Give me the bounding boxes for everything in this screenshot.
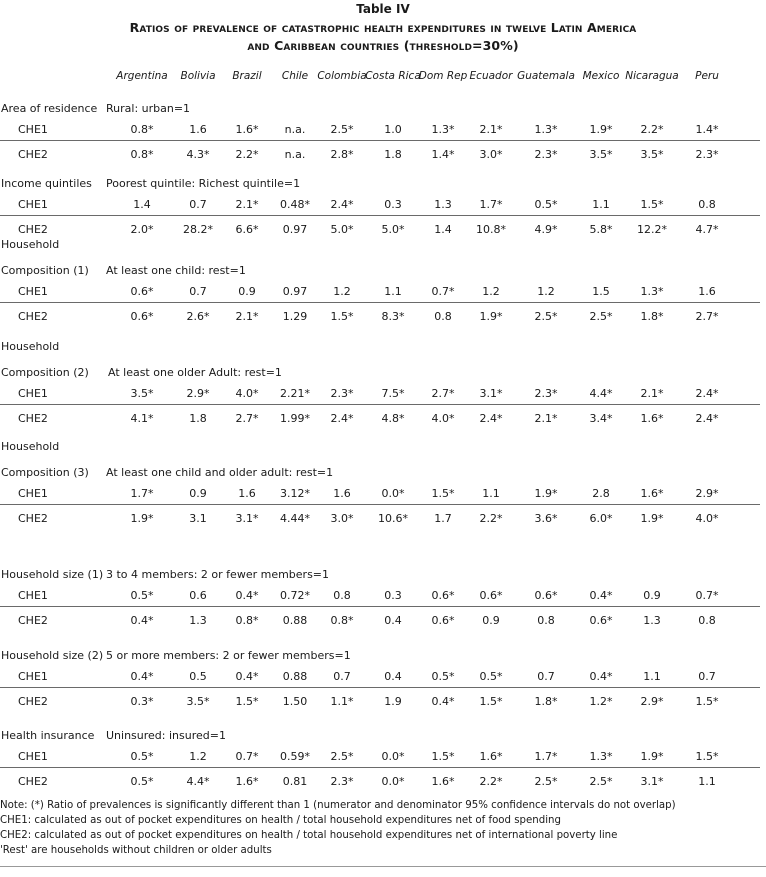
table-cell: 2.0* xyxy=(130,223,154,236)
table-cell: 4.7* xyxy=(695,223,719,236)
row-label: CHE2 xyxy=(18,512,48,525)
table-cell: 0.97 xyxy=(282,223,308,236)
country-header: Brazil xyxy=(232,70,262,82)
table-cell: 1.3* xyxy=(534,123,558,136)
table-cell: 1.7* xyxy=(534,750,558,763)
table-cell: 1.8* xyxy=(534,695,558,708)
country-header: Guatemala xyxy=(517,70,575,82)
table-cell: 1.6* xyxy=(235,775,259,788)
table-cell: 2.1* xyxy=(235,198,259,211)
table-cell: 0.3 xyxy=(384,589,402,602)
table-cell: 2.8* xyxy=(330,148,354,161)
table-cell: 2.3* xyxy=(534,148,558,161)
table-cell: 1.1 xyxy=(482,487,500,500)
table-cell: 1.8 xyxy=(384,148,402,161)
table-cell: 0.9 xyxy=(238,285,256,298)
group-ratio-label: At least one child and older adult: rest=1 xyxy=(106,466,334,479)
table-cell: 1.3* xyxy=(431,123,455,136)
table-cell: 0.4* xyxy=(235,670,259,683)
table-cell: 0.0* xyxy=(381,487,405,500)
table-cell: 1.4 xyxy=(133,198,151,211)
table-cell: 1.7* xyxy=(479,198,503,211)
table-cell: 3.4* xyxy=(589,412,613,425)
country-header: Costa Rica xyxy=(365,70,421,82)
table-cell: 0.88 xyxy=(282,614,308,627)
row-label: CHE2 xyxy=(18,614,48,627)
table-cell: 0.4* xyxy=(589,589,613,602)
table-cell: 0.7 xyxy=(189,198,207,211)
group-label: Composition (1) xyxy=(1,264,89,277)
table-cell: 1.1* xyxy=(330,695,354,708)
table-cell: 0.7 xyxy=(698,670,716,683)
table-cell: 0.8 xyxy=(698,198,716,211)
table-cell: 0.3* xyxy=(130,695,154,708)
table-cell: 0.6* xyxy=(431,589,455,602)
table-cell: 0.5* xyxy=(130,589,154,602)
group-ratio-label: 3 to 4 members: 2 or fewer members=1 xyxy=(106,568,330,581)
table-cell: 4.0* xyxy=(695,512,719,525)
country-header: Mexico xyxy=(582,70,620,82)
table-cell: 0.8* xyxy=(130,148,154,161)
country-header: Chile xyxy=(281,70,309,82)
row-divider xyxy=(0,215,760,216)
table-cell: 2.7* xyxy=(235,412,259,425)
group-label: Household size (2) xyxy=(1,649,104,662)
table-cell: 1.1 xyxy=(592,198,610,211)
row-divider xyxy=(0,504,760,505)
table-cell: 4.3* xyxy=(186,148,210,161)
table-cell: 28.2* xyxy=(183,223,213,236)
table-cell: 1.8* xyxy=(640,310,664,323)
table-cell: 0.7* xyxy=(235,750,259,763)
row-label: CHE2 xyxy=(18,695,48,708)
table-cell: 0.8 xyxy=(333,589,351,602)
table-cell: 0.6* xyxy=(130,285,154,298)
group-ratio-label: At least one child: rest=1 xyxy=(106,264,246,277)
group-label: Household size (1) xyxy=(1,568,104,581)
note-significance: Note: (*) Ratio of prevalences is significantly different than 1 (numerator and denominator 95% confidence intervals do not overlap) xyxy=(0,800,676,811)
table-cell: 3.0* xyxy=(479,148,503,161)
table-cell: 0.48* xyxy=(280,198,310,211)
table-cell: 4.8* xyxy=(381,412,405,425)
table-cell: 0.5* xyxy=(534,198,558,211)
row-label: CHE1 xyxy=(18,198,48,211)
table-cell: 3.12* xyxy=(280,487,310,500)
row-divider xyxy=(0,606,760,607)
table-cell: 3.5* xyxy=(186,695,210,708)
table-cell: 0.3 xyxy=(384,198,402,211)
group-ratio-label: At least one older Adult: rest=1 xyxy=(108,366,282,379)
table-cell: 1.9* xyxy=(589,123,613,136)
table-cell: 1.7* xyxy=(130,487,154,500)
row-label: CHE2 xyxy=(18,412,48,425)
page-bottom-rule xyxy=(0,866,766,867)
table-cell: 0.88 xyxy=(282,670,308,683)
group-label: Composition (2) xyxy=(1,366,89,379)
table-cell: 3.1* xyxy=(640,775,664,788)
table-cell: 0.4* xyxy=(235,589,259,602)
group-ratio-label: 5 or more members: 2 or fewer members=1 xyxy=(106,649,351,662)
table-cell: 2.6* xyxy=(186,310,210,323)
table-cell: 1.5* xyxy=(431,487,455,500)
table-cell: 0.7 xyxy=(333,670,351,683)
country-header: Ecuador xyxy=(469,70,513,82)
table-cell: 2.5* xyxy=(589,310,613,323)
table-cell: 1.5* xyxy=(431,750,455,763)
note-che1: CHE1: calculated as out of pocket expenditures on health / total household expenditures net of food spending xyxy=(0,815,561,826)
country-header: Argentina xyxy=(116,70,168,82)
table-cell: 1.6* xyxy=(640,412,664,425)
table-cell: 10.8* xyxy=(476,223,506,236)
group-ratio-label: Uninsured: insured=1 xyxy=(106,729,226,742)
table-title-line-1: Ratios of prevalence of catastrophic health expenditures in twelve Latin America xyxy=(129,20,637,35)
table-cell: 2.8 xyxy=(592,487,610,500)
table-cell: 1.9 xyxy=(384,695,402,708)
row-divider xyxy=(0,302,760,303)
table-cell: 1.5* xyxy=(235,695,259,708)
table-cell: 1.2 xyxy=(333,285,351,298)
table-cell: 3.6* xyxy=(534,512,558,525)
table-cell: 0.5* xyxy=(130,750,154,763)
country-header: Dom Rep xyxy=(418,70,468,82)
table-cell: 1.2 xyxy=(189,750,207,763)
table-cell: 0.8 xyxy=(434,310,452,323)
table-cell: 2.5* xyxy=(589,775,613,788)
table-cell: 0.5 xyxy=(189,670,207,683)
table-cell: 0.6* xyxy=(130,310,154,323)
table-cell: 2.7* xyxy=(695,310,719,323)
table-cell: 0.81 xyxy=(282,775,308,788)
group-label: Health insurance xyxy=(1,729,95,742)
table-cell: 5.8* xyxy=(589,223,613,236)
table-cell: 0.4 xyxy=(384,670,402,683)
table-cell: 1.6* xyxy=(640,487,664,500)
table-cell: 0.4* xyxy=(589,670,613,683)
table-cell: 1.5* xyxy=(640,198,664,211)
table-cell: 2.21* xyxy=(280,387,310,400)
row-label: CHE1 xyxy=(18,670,48,683)
table-cell: 5.0* xyxy=(330,223,354,236)
table-cell: 2.2* xyxy=(640,123,664,136)
row-label: CHE2 xyxy=(18,775,48,788)
row-label: CHE1 xyxy=(18,589,48,602)
row-label: CHE2 xyxy=(18,148,48,161)
row-label: CHE1 xyxy=(18,387,48,400)
table-cell: 1.2 xyxy=(537,285,555,298)
table-cell: 0.6* xyxy=(431,614,455,627)
table-cell: 1.3 xyxy=(189,614,207,627)
table-cell: 1.4* xyxy=(431,148,455,161)
table-cell: 2.9* xyxy=(186,387,210,400)
table-cell: 0.9 xyxy=(482,614,500,627)
table-cell: 1.7 xyxy=(434,512,452,525)
row-label: CHE2 xyxy=(18,310,48,323)
table-cell: 0.8 xyxy=(698,614,716,627)
group-ratio-label: Rural: urban=1 xyxy=(106,102,191,115)
row-label: CHE1 xyxy=(18,285,48,298)
table-cell: 6.6* xyxy=(235,223,259,236)
country-header-row xyxy=(0,70,766,84)
table-cell: 2.3* xyxy=(330,387,354,400)
table-cell: 1.9* xyxy=(640,750,664,763)
country-header: Colombia xyxy=(317,70,367,82)
table-cell: 2.1* xyxy=(235,310,259,323)
table-cell: 1.3* xyxy=(589,750,613,763)
table-cell: 0.8* xyxy=(330,614,354,627)
table-cell: 2.4* xyxy=(330,412,354,425)
table-cell: 1.1 xyxy=(698,775,716,788)
table-title xyxy=(40,19,726,55)
group-label-top: Household xyxy=(1,238,60,251)
row-label: CHE2 xyxy=(18,223,48,236)
table-cell: 1.6 xyxy=(333,487,351,500)
group-label-top: Household xyxy=(1,340,60,353)
table-cell: 2.4* xyxy=(695,412,719,425)
table-cell: 0.6* xyxy=(589,614,613,627)
group-ratio-label: Poorest quintile: Richest quintile=1 xyxy=(106,177,301,190)
table-cell: 10.6* xyxy=(378,512,408,525)
table-cell: 1.5* xyxy=(479,695,503,708)
country-header: Bolivia xyxy=(180,70,216,82)
table-cell: 4.4* xyxy=(589,387,613,400)
table-cell: 5.0* xyxy=(381,223,405,236)
table-cell: n.a. xyxy=(284,148,306,161)
row-label: CHE1 xyxy=(18,487,48,500)
table-cell: 0.9 xyxy=(189,487,207,500)
table-cell: 0.7 xyxy=(537,670,555,683)
table-cell: 4.1* xyxy=(130,412,154,425)
table-cell: 2.7* xyxy=(431,387,455,400)
table-cell: 1.50 xyxy=(282,695,308,708)
country-header: Nicaragua xyxy=(625,70,679,82)
table-cell: 2.5* xyxy=(534,775,558,788)
group-label: Income quintiles xyxy=(1,177,92,190)
row-divider xyxy=(0,687,760,688)
table-cell: 0.5* xyxy=(130,775,154,788)
table-cell: 0.4* xyxy=(431,695,455,708)
table-cell: 1.1 xyxy=(384,285,402,298)
table-title-line-2: and Caribbean countries (threshold=30%) xyxy=(247,38,519,53)
table-cell: 2.9* xyxy=(695,487,719,500)
table-cell: 2.1* xyxy=(479,123,503,136)
table-cell: 3.1 xyxy=(189,512,207,525)
note-rest: 'Rest' are households without children or older adults xyxy=(0,845,272,856)
table-cell: 3.5* xyxy=(589,148,613,161)
table-cell: 1.6* xyxy=(431,775,455,788)
table-cell: 1.6* xyxy=(235,123,259,136)
table-cell: 2.1* xyxy=(640,387,664,400)
table-cell: 1.99* xyxy=(280,412,310,425)
table-label: Table IV xyxy=(356,2,410,16)
country-header: Peru xyxy=(695,70,719,82)
table-cell: 0.4* xyxy=(130,670,154,683)
table-cell: 1.4* xyxy=(695,123,719,136)
row-divider xyxy=(0,404,760,405)
table-cell: 0.6 xyxy=(189,589,207,602)
table-cell: 2.5* xyxy=(330,123,354,136)
table-cell: 2.5* xyxy=(330,750,354,763)
table-cell: 3.1* xyxy=(235,512,259,525)
table-cell: 1.6 xyxy=(698,285,716,298)
table-cell: 1.9* xyxy=(479,310,503,323)
table-cell: 1.9* xyxy=(534,487,558,500)
table-cell: 1.9* xyxy=(130,512,154,525)
group-label: Composition (3) xyxy=(1,466,89,479)
table-cell: 0.9 xyxy=(643,589,661,602)
table-cell: n.a. xyxy=(284,123,306,136)
table-cell: 0.7* xyxy=(695,589,719,602)
table-cell: 3.5* xyxy=(130,387,154,400)
table-cell: 0.8 xyxy=(537,614,555,627)
table-cell: 1.8 xyxy=(189,412,207,425)
table-cell: 1.5* xyxy=(330,310,354,323)
table-cell: 7.5* xyxy=(381,387,405,400)
table-cell: 1.29 xyxy=(282,310,308,323)
table-cell: 3.5* xyxy=(640,148,664,161)
table-cell: 0.4* xyxy=(130,614,154,627)
table-cell: 4.0* xyxy=(235,387,259,400)
table-cell: 4.44* xyxy=(280,512,310,525)
table-cell: 1.3* xyxy=(640,285,664,298)
table-cell: 4.9* xyxy=(534,223,558,236)
table-notes xyxy=(0,798,676,858)
row-divider xyxy=(0,767,760,768)
table-cell: 0.7* xyxy=(431,285,455,298)
table-cell: 2.3* xyxy=(534,387,558,400)
row-label: CHE1 xyxy=(18,123,48,136)
table-cell: 2.1* xyxy=(534,412,558,425)
table-cell: 0.0* xyxy=(381,750,405,763)
table-cell: 0.5* xyxy=(479,670,503,683)
table-cell: 0.8* xyxy=(235,614,259,627)
table-cell: 2.2* xyxy=(479,775,503,788)
table-cell: 2.9* xyxy=(640,695,664,708)
table-cell: 6.0* xyxy=(589,512,613,525)
table-cell: 1.2 xyxy=(482,285,500,298)
note-che2: CHE2: calculated as out of pocket expenditures on health / total household expenditures net of international poverty line xyxy=(0,830,618,841)
table-cell: 1.3 xyxy=(643,614,661,627)
group-label-top: Household xyxy=(1,440,60,453)
table-cell: 12.2* xyxy=(637,223,667,236)
row-label: CHE1 xyxy=(18,750,48,763)
table-cell: 0.8* xyxy=(130,123,154,136)
table-cell: 1.9* xyxy=(640,512,664,525)
row-divider xyxy=(0,140,760,141)
table-cell: 2.4* xyxy=(330,198,354,211)
table-cell: 2.4* xyxy=(479,412,503,425)
table-cell: 2.4* xyxy=(695,387,719,400)
table-cell: 1.5* xyxy=(695,695,719,708)
table-cell: 1.6 xyxy=(189,123,207,136)
table-cell: 0.6* xyxy=(534,589,558,602)
table-cell: 2.5* xyxy=(534,310,558,323)
table-cell: 1.1 xyxy=(643,670,661,683)
table-cell: 1.2* xyxy=(589,695,613,708)
table-cell: 1.4 xyxy=(434,223,452,236)
table-cell: 2.3* xyxy=(695,148,719,161)
table-cell: 1.5 xyxy=(592,285,610,298)
table-cell: 0.59* xyxy=(280,750,310,763)
table-cell: 2.3* xyxy=(330,775,354,788)
table-cell: 0.6* xyxy=(479,589,503,602)
table-cell: 0.0* xyxy=(381,775,405,788)
table-cell: 3.1* xyxy=(479,387,503,400)
table-cell: 4.4* xyxy=(186,775,210,788)
table-cell: 0.4 xyxy=(384,614,402,627)
table-cell: 4.0* xyxy=(431,412,455,425)
table-cell: 1.0 xyxy=(384,123,402,136)
table-cell: 1.6 xyxy=(238,487,256,500)
table-cell: 8.3* xyxy=(381,310,405,323)
table-cell: 0.5* xyxy=(431,670,455,683)
table-cell: 0.97 xyxy=(282,285,308,298)
table-cell: 1.3 xyxy=(434,198,452,211)
table-cell: 1.5* xyxy=(695,750,719,763)
table-cell: 0.72* xyxy=(280,589,310,602)
table-cell: 2.2* xyxy=(479,512,503,525)
table-cell: 3.0* xyxy=(330,512,354,525)
table-cell: 2.2* xyxy=(235,148,259,161)
table-cell: 1.6* xyxy=(479,750,503,763)
table-cell: 0.7 xyxy=(189,285,207,298)
group-label: Area of residence xyxy=(1,102,98,115)
